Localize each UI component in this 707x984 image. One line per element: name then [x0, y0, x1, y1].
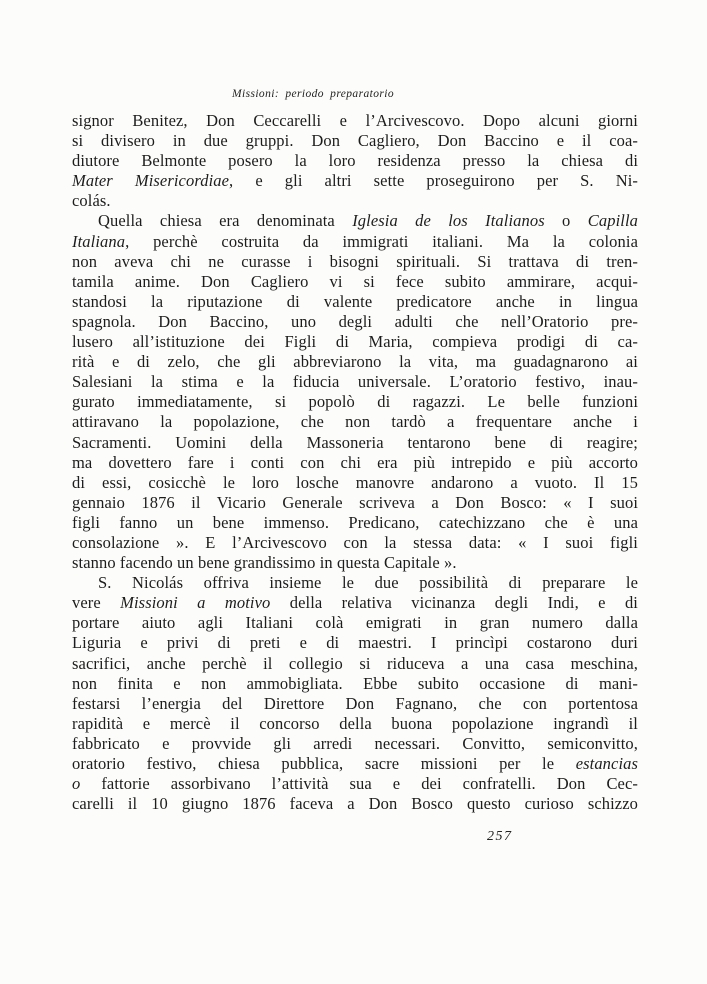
text-segment: diutore Belmonte posero la loro residenza presso la chiesa di [72, 151, 638, 171]
text-segment: Liguria e privi di preti e di maestri. I princìpi costarono duri [72, 633, 638, 653]
running-header: Missioni: periodo preparatorio [232, 88, 394, 100]
text-line [72, 272, 638, 292]
text-segment: fattorie assorbivano l’attività sua e dei confratelli. Don Cec- [80, 774, 638, 794]
body-text [72, 111, 638, 814]
text-segment: tamila anime. Don Cagliero vi si fece subito ammirare, acqui- [72, 271, 638, 291]
text-segment: di essi, cosicchè le loro losche manovre andarono a vuoto. Il 15 [72, 472, 638, 492]
text-line [72, 412, 638, 432]
text-segment: consolazione ». E l’Arcivescovo con la stessa data: « I suoi figli [72, 532, 638, 552]
text-line [72, 794, 638, 814]
text-line [72, 191, 638, 211]
text-segment: gurato immediatamente, si popolò di ragazzi. Le belle funzioni [72, 392, 638, 412]
text-segment: colás. [72, 191, 111, 211]
text-line [72, 131, 638, 151]
italic-text-segment: Iglesia de los Italianos [352, 211, 545, 231]
text-segment: ma dovettero fare i conti con chi era più intrepido e più accorto [72, 452, 638, 472]
text-segment: gennaio 1876 il Vicario Generale scriveva a Don Bosco: « I suoi [72, 492, 638, 512]
text-line [72, 654, 638, 674]
text-line [72, 151, 638, 171]
text-segment: standosi la riputazione di valente predicatore anche in lingua [72, 291, 638, 311]
italic-text-segment: Mater Misericordiae [72, 171, 230, 191]
text-line [72, 211, 638, 231]
text-line [72, 613, 638, 633]
text-segment: figli fanno un bene immenso. Predicano, catechizzano che è una [72, 512, 638, 532]
text-segment: non finita e non ammobigliata. Ebbe subito occasione di mani- [72, 673, 638, 693]
text-segment: Quella chiesa era denominata [98, 211, 353, 231]
text-segment: , perchè costruita da immigrati italiani. Ma la colonia [125, 231, 638, 251]
text-line [72, 332, 638, 352]
text-line [72, 593, 638, 613]
text-line [72, 453, 638, 473]
text-segment: , e gli altri sette proseguirono per S. Ni- [229, 171, 638, 191]
text-segment: attiravano la popolazione, che non tardò a frequentare anche i [72, 412, 638, 432]
text-segment: vere [72, 593, 121, 613]
italic-text-segment: estancias [575, 754, 638, 773]
text-line [72, 533, 638, 553]
text-line [72, 714, 638, 734]
text-line [72, 392, 638, 412]
text-line [72, 694, 638, 714]
text-line [72, 674, 638, 694]
text-line [72, 774, 638, 794]
text-line [72, 372, 638, 392]
text-line [72, 553, 638, 573]
text-line [72, 433, 638, 453]
text-segment: fabbricato e provvide gli arredi necessari. Convitto, semiconvitto, [72, 733, 638, 753]
text-segment: S. Nicolás offriva insieme le due possibilità di preparare le [98, 573, 638, 593]
italic-text-segment: o [72, 774, 81, 794]
text-line [72, 111, 638, 131]
text-line [72, 734, 638, 754]
text-line [72, 232, 638, 252]
text-segment: signor Benitez, Don Ceccarelli e l’Arcivescovo. Dopo alcuni giorni [72, 111, 638, 130]
text-segment: stanno facendo un bene grandissimo in questa Capitale ». [72, 553, 457, 573]
text-segment: festarsi l’energia del Direttore Don Fagnano, che con portentosa [72, 693, 638, 713]
text-line [72, 312, 638, 332]
text-segment: Sacramenti. Uomini della Massoneria tentarono bene di reagire; [72, 432, 638, 452]
text-line [72, 352, 638, 372]
italic-text-segment: Italiana [72, 231, 126, 251]
text-segment: o [544, 211, 588, 231]
text-segment: lusero all’istituzione dei Figli di Maria, compieva prodigi di ca- [72, 332, 638, 352]
text-segment: portare aiuto agli Italiani colà emigrati in gran numero dalla [72, 613, 638, 633]
text-segment: non aveva chi ne curasse i bisogni spirituali. Si trattava di tren- [72, 251, 638, 271]
text-segment: rità e di zelo, che gli abbreviarono la vita, ma guadagnarono ai [72, 352, 638, 372]
text-segment: carelli il 10 giugno 1876 faceva a Don Bosco questo curioso schizzo [72, 794, 638, 814]
text-line [72, 633, 638, 653]
text-line [72, 493, 638, 513]
text-segment: Salesiani la stima e la fiducia universale. L’oratorio festivo, inau- [72, 372, 638, 392]
text-segment: rapidità e mercè il concorso della buona popolazione ingrandì il [72, 713, 638, 733]
text-line [72, 754, 638, 774]
text-segment: della relativa vicinanza degli Indi, e di [270, 593, 638, 613]
text-line [72, 252, 638, 272]
italic-text-segment: Missioni a motivo [120, 593, 271, 613]
text-segment: spagnola. Don Baccino, uno degli adulti che nell’Oratorio pre- [72, 311, 638, 331]
text-line [72, 171, 638, 191]
text-line [72, 573, 638, 593]
text-segment: si divisero in due gruppi. Don Cagliero, Don Baccino e il coa- [72, 131, 638, 151]
text-line [72, 513, 638, 533]
text-line [72, 292, 638, 312]
text-segment: oratorio festivo, chiesa pubblica, sacre missioni per le [72, 754, 576, 773]
page-number: 257 [487, 829, 513, 844]
italic-text-segment: Capilla [587, 211, 638, 231]
text-line [72, 473, 638, 493]
text-segment: sacrifici, anche perchè il collegio si riduceva a una casa meschina, [72, 653, 638, 673]
